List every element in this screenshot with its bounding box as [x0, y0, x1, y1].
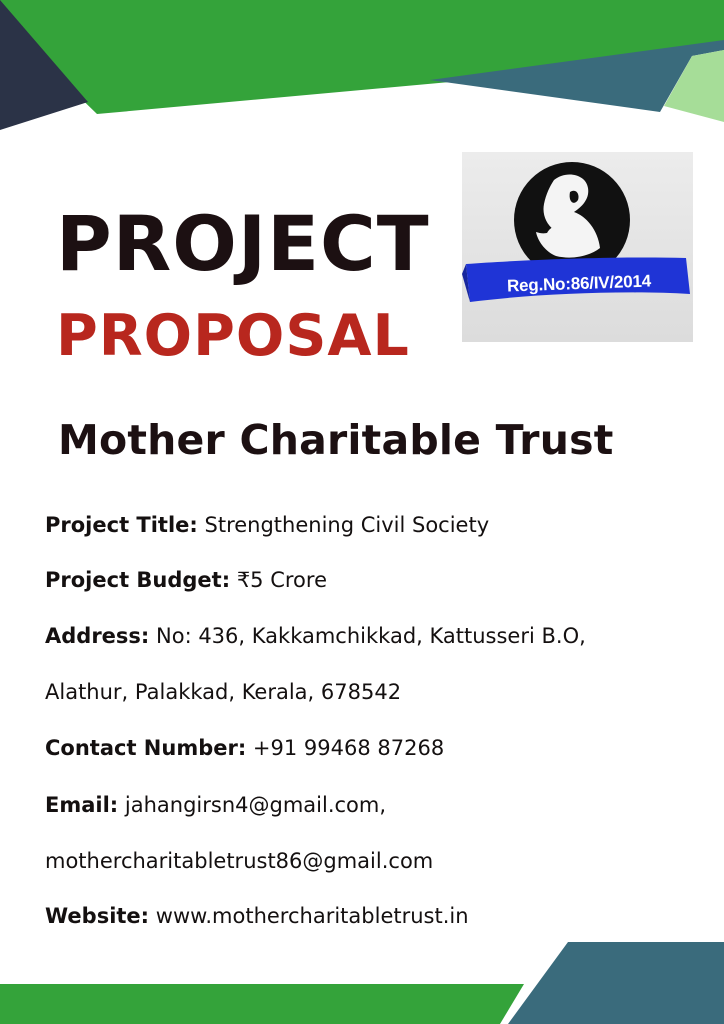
- website-value: www.mothercharitabletrust.in: [155, 904, 469, 928]
- contact-value: +91 99468 87268: [252, 736, 445, 760]
- email-value-2: mothercharitabletrust86@gmail.com: [45, 849, 434, 873]
- project-budget-label: Project Budget:: [45, 568, 231, 592]
- project-title-label: Project Title:: [45, 513, 198, 537]
- email-line-1: [45, 795, 386, 816]
- registration-number: Reg.No:86/IV/2014: [506, 271, 652, 296]
- bottom-green-band: [0, 984, 524, 1024]
- email-line-2: [45, 851, 433, 872]
- project-budget-value: ₹5 Crore: [236, 568, 327, 592]
- heading-proposal: PROPOSAL: [56, 303, 410, 369]
- logo-graphic: [462, 152, 693, 342]
- project-title-value: Strengthening Civil Society: [204, 513, 490, 537]
- website-label: Website:: [45, 904, 150, 928]
- project-title-line: [45, 515, 489, 536]
- organization-name: Mother Charitable Trust: [58, 416, 614, 464]
- address-value-2: Alathur, Palakkad, Kerala, 678542: [45, 680, 402, 704]
- bottom-teal-block: [508, 942, 724, 1024]
- project-budget-line: [45, 570, 327, 591]
- email-label: Email:: [45, 793, 119, 817]
- contact-label: Contact Number:: [45, 736, 247, 760]
- address-line-1: [45, 626, 586, 647]
- trust-logo: [462, 152, 693, 342]
- website-line: [45, 906, 469, 927]
- address-line-2: [45, 682, 401, 703]
- contact-line: [45, 738, 444, 759]
- address-value-1: No: 436, Kakkamchikkad, Kattusseri B.O,: [156, 624, 586, 648]
- address-label: Address:: [45, 624, 150, 648]
- heading-project: PROJECT: [56, 199, 430, 288]
- email-value-1: jahangirsn4@gmail.com,: [124, 793, 387, 817]
